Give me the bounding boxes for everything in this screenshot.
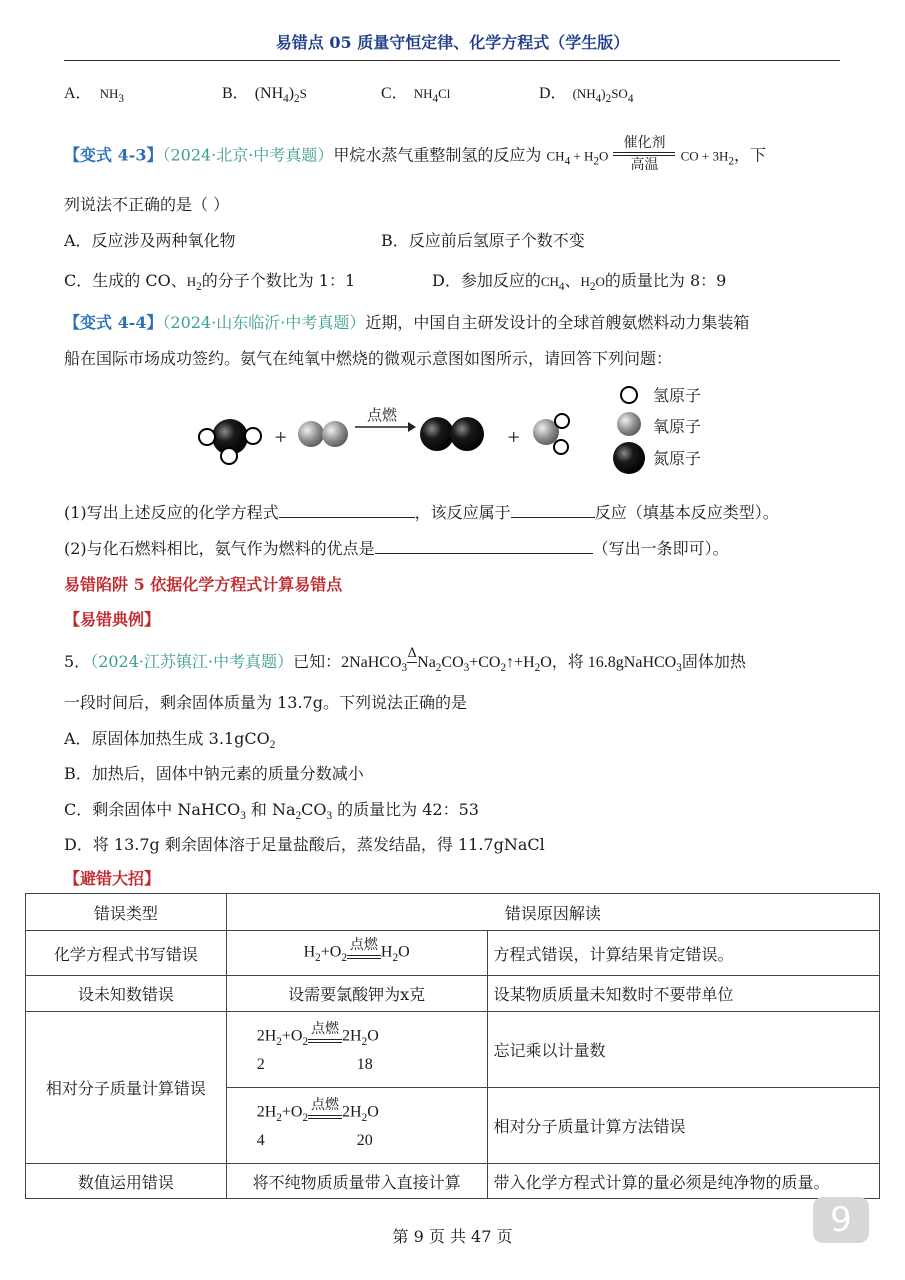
option-4-3-b: B．反应前后氢原子个数不变 [381,231,585,250]
option-5-a: A．原固体加热生成 3.1gCO$_2$ [64,729,276,752]
header-divider [64,60,840,61]
option-a: A． $NH_3$ [64,85,124,106]
option-d: D． $(NH_4)_2SO_4$ [539,85,634,106]
table-row: 相对分子质量计算错误 $2H_2+O_2$ 点燃 $2H_2O$ 2 18 忘记乘以计量数 [26,1012,880,1088]
option-5-b: B．加热后，固体中钠元素的质量分数减小 [64,764,364,783]
table-header-reason: 错误原因解读 [226,894,879,931]
nitrogen-atom [450,417,484,451]
ammonia-molecule [199,419,261,464]
legend-nitrogen-icon [613,442,645,474]
hydrogen-atom [554,440,568,454]
page-title: 易错点 05 质量守恒定律、化学方程式（学生版） [275,33,630,52]
option-4-3-d: D．参加反应的$CH_4$、$H_2O$的质量比为 8：9 [432,271,727,294]
oxygen-atom [322,421,348,447]
page-footer: 第 9 页 共 47 页 [392,1227,513,1246]
oxygen-atom [298,421,324,447]
page-number-badge: 9 [813,1197,869,1243]
question-5-stem-2: 一段时间后，剩余固体质量为 13.7g。下列说法正确的是 [64,693,467,712]
question-4-3-stem-2: 列说法不正确的是（ ） [64,195,230,214]
legend-oxygen-label: 氧原子 [653,417,702,436]
legend-oxygen-icon [617,412,641,436]
reaction-diagram [190,380,720,480]
hydrogen-atom [199,429,215,445]
option-4-3-c: C．生成的 CO、$H_2$的分子个数比为 1：1 [64,271,356,294]
hydrogen-atom [221,448,237,464]
question-5-stem: 5．（2024·江苏镇江·中考真题）已知：2NaHCO$_3$ Δ $Na_2CO_3+CO_2↑+H_2O$，将 16.8gNaHCO$_3$固体加热 [64,646,746,675]
nitrogen-molecule [420,417,484,451]
table-row: 化学方程式书写错误 $H_2+O_2$ 点燃 $H_2O$ 方程式错误，计算结果肯定错误。 [26,931,880,976]
typical-example-label: 【易错典例】 [64,610,161,629]
question-4-4-part-1: (1)写出上述反应的化学方程式 ，该反应属于 反应（填基本反应类型）。 [64,503,779,522]
question-4-3-stem: 【变式 4-3】（2024·北京·中考真题）甲烷水蒸气重整制氢的反应为 $CH_4 + H_2O$ 催化剂 高温 CO + $3H_2$，下 [64,135,766,173]
table-row: 设未知数错误 设需要氯酸钾为x克 设某物质质量未知数时不要带单位 [26,976,880,1012]
table-row: 数值运用错误 将不纯物质质量带入直接计算 带入化学方程式计算的量必须是纯净物的质量。 [26,1164,880,1199]
option-c: C． $NH_4Cl$ [381,85,451,106]
option-5-c: C．剩余固体中 NaHCO$_3$ 和 $Na_2CO_3$ 的质量比为 42：53 [64,800,479,823]
legend-nitrogen-label: 氮原子 [653,449,702,468]
plus-sign: + [274,427,288,446]
legend-hydrogen-icon [621,387,637,403]
question-4-4-stem: 【变式 4-4】（2024·山东临沂·中考真题）近期，中国自主研发设计的全球首艘氨燃料动力集装箱 [64,313,750,332]
plus-sign: + [507,427,521,446]
arrow-label: 点燃 [367,406,398,424]
nitrogen-atom [420,417,454,451]
reaction-condition: 催化剂 高温 [613,135,675,173]
error-table [25,893,880,1199]
arrow-head-icon [408,422,416,432]
table-header-type: 错误类型 [26,894,227,931]
legend-hydrogen-label: 氢原子 [653,386,702,405]
question-4-4-stem-2: 船在国际市场成功签约。氨气在纯氧中燃烧的微观示意图如图所示，请回答下列问题： [64,349,673,368]
hydrogen-atom [245,428,261,444]
option-b: B． $(NH_4)_2S$ [222,85,307,106]
tips-label: 【避错大招】 [64,869,161,888]
oxygen-molecule [298,421,348,447]
section-heading: 易错陷阱 5 依据化学方程式计算易错点 [64,575,343,594]
option-5-d: D．将 13.7g 剩余固体溶于足量盐酸后，蒸发结晶，得 11.7gNaCl [64,835,545,854]
table-row: $2H_2+O_2$ 点燃 $2H_2O$ 4 20 相对分子质量计算方法错误 [26,1088,880,1164]
table-header-row [26,894,880,931]
hydrogen-atom [555,414,569,428]
water-molecule [533,414,569,454]
question-4-4-part-2: (2)与化石燃料相比，氨气作为燃料的优点是 （写出一条即可）。 [64,539,729,558]
option-4-3-a: A．反应涉及两种氧化物 [64,231,236,250]
